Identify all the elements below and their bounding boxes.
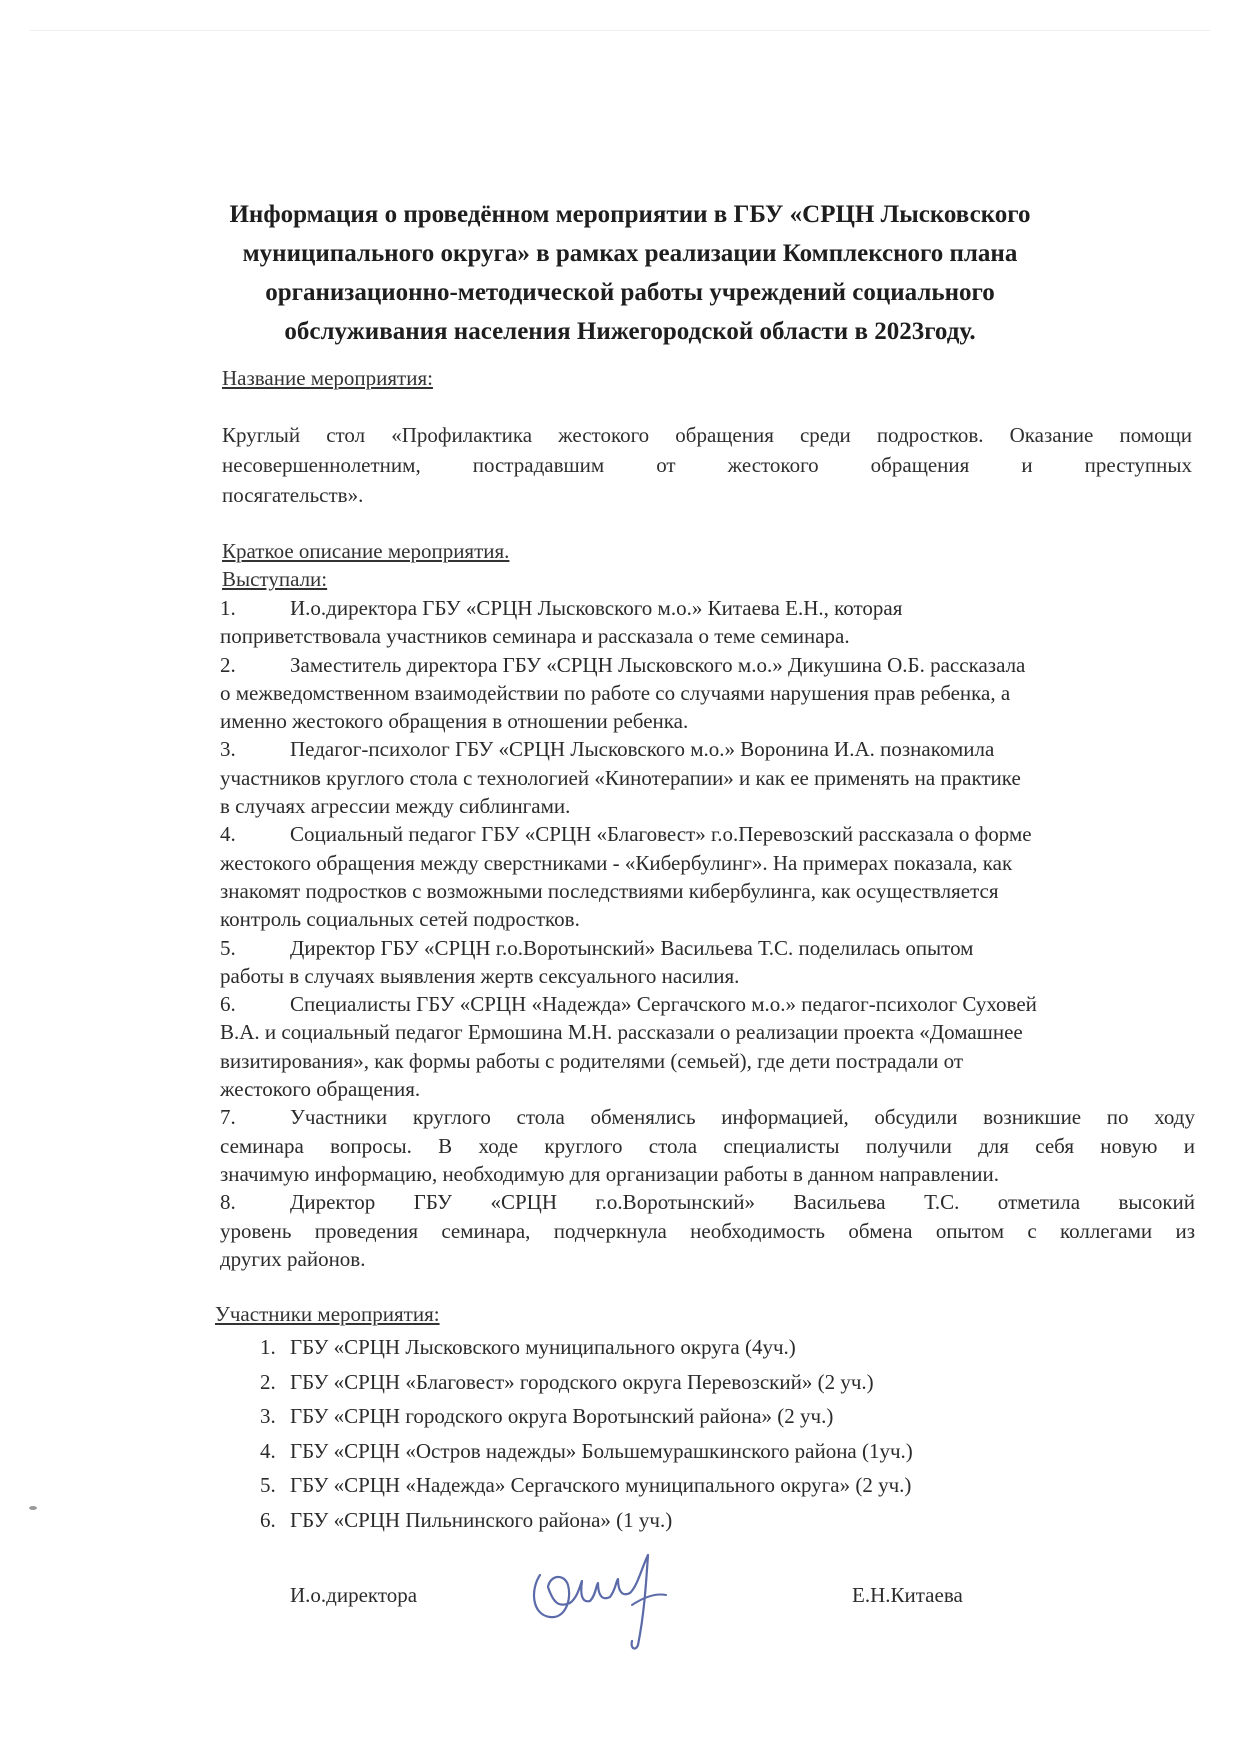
speaker-item-text: о межведомственном взаимодействии по работе со случаями нарушения прав ребенка, а (220, 680, 1011, 705)
speaker-item-number: 6. (220, 992, 236, 1017)
speaker-item-text: жестокого обращения между сверстниками - «Кибербулинг». На примерах показала, как (220, 850, 1013, 875)
speaker-item-text: И.о.директора ГБУ «СРЦН Лысковского м.о.» Китаева Е.Н., которая (290, 596, 903, 620)
participant-item (260, 1365, 1160, 1400)
participant-number: 2. (260, 1369, 276, 1394)
speaker-item-line (220, 707, 1195, 735)
title-line: муниципального округа» в рамках реализации Комплексного плана (242, 240, 1018, 267)
speaker-item-line (220, 1075, 1195, 1103)
speaker-item-number: 2. (220, 652, 236, 677)
speaker-item-text: В.А. и социальный педагог Ермошина М.Н. рассказали о реализации проекта «Домашнее (220, 1020, 1023, 1045)
participant-number: 5. (260, 1473, 276, 1497)
title-line: обслуживания населения Нижегородской области в 2023году. (284, 318, 976, 345)
speaker-item-text: именно жестокого обращения в отношении ребенка. (220, 709, 689, 734)
participant-number: 4. (260, 1438, 276, 1463)
speaker-item (220, 651, 1195, 736)
speaker-item-number: 8. (220, 1190, 236, 1215)
event-name-line: несовершеннолетним, пострадавшим от жестокого обращения и преступных (222, 453, 1192, 477)
speaker-item-line (220, 820, 1195, 848)
participants-heading: Участники мероприятия: (215, 1302, 440, 1326)
speaker-item-text: Директор ГБУ «СРЦН г.о.Воротынский» Васильева Т.С. отметила высокий (290, 1190, 1195, 1215)
speaker-item-number: 5. (220, 935, 236, 960)
participant-text: ГБУ «СРЦН городского округа Воротынский района» (2 уч.) (290, 1404, 834, 1428)
speaker-item-text: знакомят подростков с возможными последствиями кибербулинга, как осуществляется (220, 878, 999, 903)
speaker-item-text: других районов. (220, 1246, 366, 1271)
speaker-item-text: в случаях агрессии между сиблингами. (220, 794, 571, 819)
participant-item (260, 1399, 1160, 1434)
speaker-item-number: 4. (220, 822, 236, 847)
participant-item (260, 1503, 1160, 1538)
participant-number: 6. (260, 1507, 276, 1532)
speaker-item-line (220, 849, 1195, 877)
participants-list (260, 1330, 1160, 1537)
speaker-item-text: Социальный педагог ГБУ «СРЦН «Благовест» г.о.Перевозский рассказала о форме (290, 822, 1032, 847)
participant-number: 3. (260, 1404, 276, 1428)
speaker-item-line (220, 1245, 1195, 1273)
title-line: организационно-методической работы учреждений социального (265, 279, 995, 306)
speaker-item-text: работы в случаях выявления жертв сексуального насилия. (220, 963, 740, 988)
speaker-item-line (220, 877, 1195, 905)
speaker-item (220, 990, 1195, 1103)
speaker-item-number: 1. (220, 596, 236, 620)
speaker-item-text: семинара вопросы. В ходе круглого стола специалисты получили для себя новую и (220, 1133, 1195, 1158)
speaker-item (220, 934, 1195, 991)
speaker-item-text: уровень проведения семинара, подчеркнула необходимость обмена опытом с коллегами из (220, 1218, 1195, 1243)
speaker-item-number: 3. (220, 737, 236, 762)
speaker-item-text: значимую информацию, необходимую для организации работы в данном направлении. (220, 1161, 999, 1186)
speaker-item-text: Педагог-психолог ГБУ «СРЦН Лысковского м.о.» Воронина И.А. познакомила (290, 737, 995, 762)
scan-edge-line (30, 30, 1210, 31)
participant-text: ГБУ «СРЦН Пильнинского района» (1 уч.) (290, 1507, 673, 1532)
speaker-item-text: визитирования», как формы работы с родителями (семьей), где дети пострадали от (220, 1048, 964, 1073)
speaker-item-line (220, 1132, 1195, 1160)
participant-item (260, 1468, 1160, 1503)
speaker-item-line (220, 679, 1195, 707)
participant-item (260, 1330, 1160, 1365)
speaker-item-text: Заместитель директора ГБУ «СРЦН Лысковского м.о.» Дикушина О.Б. рассказала (290, 652, 1026, 677)
speaker-item (220, 1103, 1195, 1188)
speakers-list (220, 594, 1195, 1273)
speaker-item-line (220, 962, 1195, 990)
speaker-item-line (220, 905, 1195, 933)
document-title (210, 195, 1050, 351)
participant-text: ГБУ «СРЦН Лысковского муниципального округа (4уч.) (290, 1335, 796, 1359)
speaker-item-line (220, 792, 1195, 820)
speaker-item-line (220, 735, 1195, 763)
speaker-item-text: контроль социальных сетей подростков. (220, 907, 580, 932)
speaker-item-line (220, 1188, 1195, 1216)
speaker-item-line (220, 1217, 1195, 1245)
title-line: Информация о проведённом мероприятии в ГБУ «СРЦН Лысковского (229, 201, 1031, 228)
event-name-heading: Название мероприятия: (222, 366, 433, 390)
description-heading: Краткое описание мероприятия. (222, 539, 510, 563)
speaker-item-line (220, 764, 1195, 792)
speaker-item-line (220, 1047, 1195, 1075)
handwritten-signature (520, 1545, 680, 1655)
speaker-item-text: Специалисты ГБУ «СРЦН «Надежда» Сергачского м.о.» педагог-психолог Суховей (290, 992, 1037, 1017)
speaker-item-line (220, 990, 1195, 1018)
speaker-item-text: участников круглого стола с технологией «Кинотерапии» и как ее применять на практике (220, 765, 1021, 790)
participant-text: ГБУ «СРЦН «Благовест» городского округа Перевозский» (2 уч.) (290, 1369, 874, 1394)
participant-text: ГБУ «СРЦН «Остров надежды» Большемурашкинского района (1уч.) (290, 1438, 913, 1463)
participant-item (260, 1434, 1160, 1469)
speaker-item-text: поприветствовала участников семинара и рассказала о теме семинара. (220, 624, 850, 649)
speaker-item (220, 1188, 1195, 1273)
participant-number: 1. (260, 1335, 276, 1359)
speaker-item-line (220, 1018, 1195, 1046)
speaker-item-text: жестокого обращения. (220, 1077, 421, 1102)
speaker-item-text: Директор ГБУ «СРЦН г.о.Воротынский» Васильева Т.С. поделилась опытом (290, 935, 974, 960)
speaker-item-line (220, 594, 1195, 622)
speaker-item-line (220, 934, 1195, 962)
speaker-item-line (220, 1160, 1195, 1188)
scan-speck (28, 1505, 38, 1511)
participant-text: ГБУ «СРЦН «Надежда» Сергачского муниципального округа» (2 уч.) (290, 1473, 912, 1497)
event-name-text (222, 420, 1192, 510)
event-name-line: Круглый стол «Профилактика жестокого обращения среди подростков. Оказание помощи (222, 423, 1192, 447)
speaker-item-number: 7. (220, 1105, 236, 1130)
event-name-line: посягательств». (222, 483, 364, 507)
speaker-item (220, 594, 1195, 651)
speaker-item-line (220, 622, 1195, 650)
speaker-item (220, 735, 1195, 820)
speaker-item-text: Участники круглого стола обменялись информацией, обсудили возникшие по ходу (290, 1105, 1195, 1130)
speaker-item (220, 820, 1195, 933)
signature-position: И.о.директора (290, 1583, 418, 1607)
speaker-item-line (220, 651, 1195, 679)
speaker-item-line (220, 1103, 1195, 1131)
signature-name: Е.Н.Китаева (852, 1583, 963, 1607)
speakers-heading: Выступали: (222, 567, 328, 591)
